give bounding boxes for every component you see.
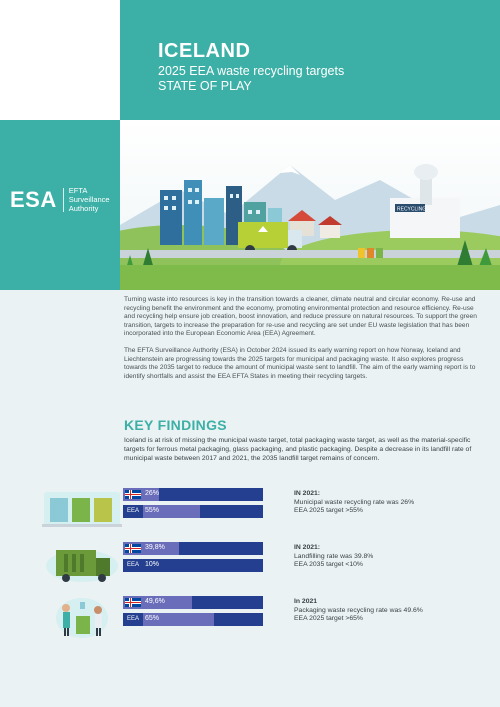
iceland-flag-icon xyxy=(125,544,141,553)
logo-line-2: Surveillance xyxy=(68,195,110,204)
page-subtitle xyxy=(158,64,344,94)
subtitle-line-2: STATE OF PLAY xyxy=(158,79,252,93)
plant-sign: RECYCLING xyxy=(397,206,427,213)
note-title: In 2021 xyxy=(294,598,318,605)
key-findings-text: Iceland is at risk of missing the municipal waste target, total packaging waste target, as well as the material-specific targets for ferrous metal packaging, glass packaging, and plastic packaging. Despite a decrease in its landfill rate of municipal waste between 2017 and 2021, the 2035 landfill target remains of concern. xyxy=(124,437,472,462)
logo-mark: ESA xyxy=(10,188,64,212)
note-line-1: Municipal waste recycling rate was 26% xyxy=(294,498,415,506)
eea-bar xyxy=(123,613,263,626)
people-recycling-illustration xyxy=(40,594,124,642)
iceland-flag-icon xyxy=(125,598,141,607)
note-line-2: EEA 2035 target <10% xyxy=(294,561,363,569)
note-line-2: EEA 2025 target >65% xyxy=(294,615,363,623)
iceland-bar xyxy=(123,596,263,609)
waste-bin xyxy=(367,248,374,258)
recycling-truck xyxy=(238,222,288,248)
finding-row-landfill xyxy=(0,540,500,588)
header-white-panel xyxy=(0,0,120,120)
finding-row-packaging xyxy=(0,594,500,642)
note-title: IN 2021: xyxy=(294,490,321,497)
note-title: IN 2021: xyxy=(294,544,321,551)
logo-line-3: Authority xyxy=(68,204,99,213)
intro-paragraph-1: Turning waste into resources is key in the transition towards a cleaner, climate neutral and circular economy. Re-use and recycling benefit the environment and the economy, promoting environmental protection and resource efficiency. Re-use and recycling help ensure job creation, boost innovation, and reduce pressure on natural resources. To support the green transition, targets to increase the preparation for re-use and recycling are set under EU waste legislation that has been incorporated into the European Economic Area (EEA) Agreement. xyxy=(124,296,477,338)
esa-logo xyxy=(10,186,110,213)
recycling-city-illustration xyxy=(120,120,500,290)
note-line-1: Packaging waste recycling rate was 49.6% xyxy=(294,606,423,614)
recycling-bins-illustration xyxy=(40,486,124,534)
iceland-value: 26% xyxy=(145,490,160,497)
eea-bar xyxy=(123,559,263,572)
intro-text xyxy=(124,296,486,389)
note-line-1: Landfilling rate was 39.8% xyxy=(294,552,374,560)
key-findings-title: KEY FINDINGS xyxy=(124,417,227,433)
grass xyxy=(120,265,500,290)
iceland-value: 39,8% xyxy=(145,544,165,551)
eea-tag: EEA xyxy=(123,559,143,572)
garbage-truck-illustration xyxy=(40,540,124,588)
building xyxy=(204,198,224,245)
building xyxy=(184,180,202,245)
house xyxy=(320,224,340,238)
finding-note xyxy=(294,544,373,570)
waste-bin xyxy=(358,248,365,258)
eea-value: 65% xyxy=(145,615,160,622)
logo-line-1: EFTA xyxy=(68,186,88,195)
building xyxy=(160,190,182,245)
eea-tag: EEA xyxy=(123,505,143,518)
finding-note xyxy=(294,598,423,624)
road xyxy=(120,250,500,258)
waste-bin xyxy=(376,248,383,258)
iceland-bar xyxy=(123,488,263,501)
eea-value: 55% xyxy=(145,507,160,514)
finding-row-municipal xyxy=(0,486,500,534)
iceland-value: 49,6% xyxy=(145,598,165,605)
eea-tag: EEA xyxy=(123,613,143,626)
intro-paragraph-2: The EFTA Surveillance Authority (ESA) in October 2024 issued its early warning report on how Norway, Iceland and Liechtenstein are progressing towards the 2025 targets for municipal and packaging waste. It also explores progress towards the 2035 target to reduce the amount of municipal waste sent to landfill. The aim of the early warning report is to identify shortfalls and assist the EEA EFTA States in meeting their recycling targets. xyxy=(124,346,476,380)
eea-bar xyxy=(123,505,263,518)
page-title: ICELAND xyxy=(158,40,251,62)
iceland-flag-icon xyxy=(125,490,141,499)
finding-note xyxy=(294,490,414,516)
iceland-bar xyxy=(123,542,263,555)
subtitle-line-1: 2025 EEA waste recycling targets xyxy=(158,64,345,78)
logo-text xyxy=(64,186,110,213)
note-line-2: EEA 2025 target >55% xyxy=(294,507,363,515)
eea-value: 10% xyxy=(145,561,160,568)
